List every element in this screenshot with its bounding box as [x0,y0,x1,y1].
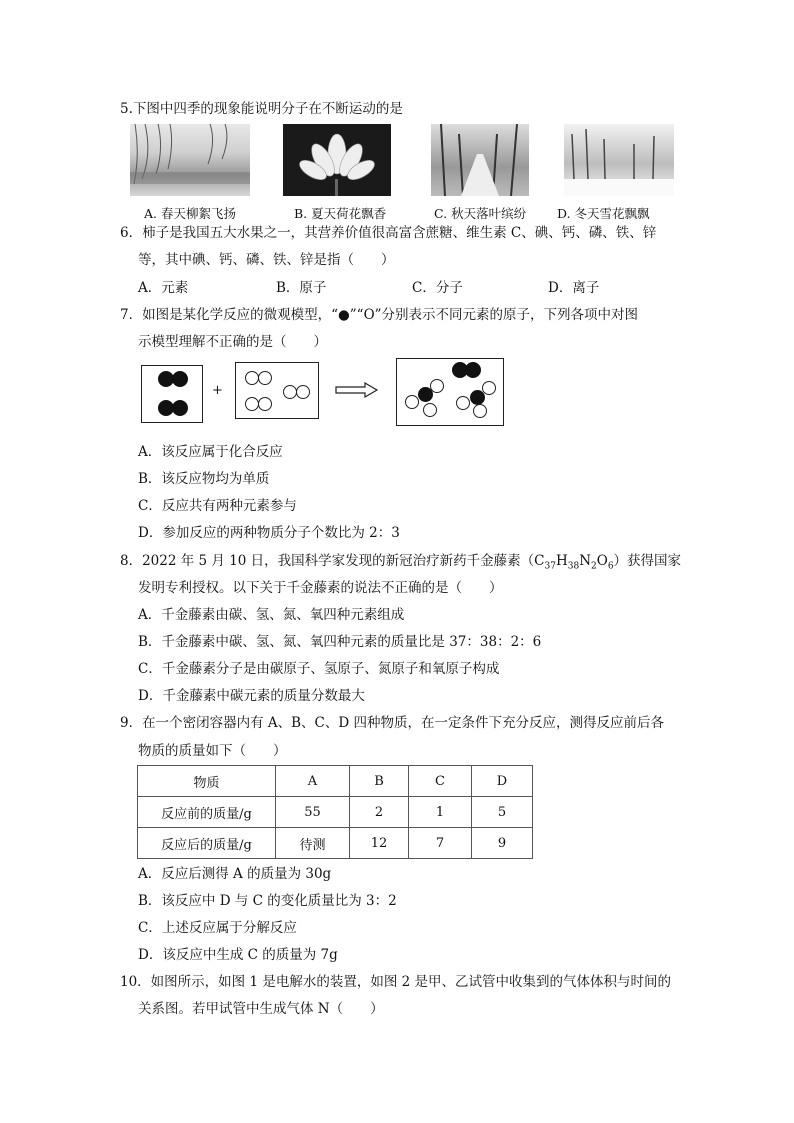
q9-stem-line1: 9．在一个密闭容器内有 A、B、C、D 四种物质，在一定条件下充分反应，测得反应前后各 [120,715,664,731]
q9-option-d: D．该反应中生成 C 的质量为 7g [138,947,338,963]
reactant-black-molecules-box [141,365,203,423]
black-atom [470,390,485,405]
table-cell: 12 [350,828,409,859]
q6-option-c: C．分子 [412,280,463,296]
table-cell: 9 [472,828,533,859]
q8-stem-line2: 发明专利授权。以下关于千金藤素的说法不正确的是（ ） [138,580,503,596]
white-atom [473,404,487,418]
q6-option-b: B．原子 [276,280,327,296]
formula-sub: 2 [591,561,597,572]
formula-element: O [596,553,608,569]
table-cell: 反应后的质量/g [138,828,276,859]
summer-lotus-image [283,124,391,196]
formula-element: H [555,553,568,569]
black-atom [172,400,188,416]
q5-option-c: C. 秋天落叶缤纷 [434,206,527,221]
table-row [138,828,533,859]
q7-stem-line1: 7．如图是某化学反应的微观模型，“●”“O”分别表示不同元素的原子，下列各项中对图 [120,307,639,323]
q5-option-d: D. 冬天雪花飘飘 [557,206,650,221]
formula-element: N [579,553,591,569]
formula-sub: 6 [607,561,614,572]
white-atom [283,385,297,399]
q8-line1-tail: ）获得国家 [613,553,682,569]
q9-option-c: C．上述反应属于分解反应 [138,920,297,936]
white-atom [405,395,419,409]
table-cell: 2 [350,797,409,828]
q10-stem-line1: 10．如图所示，如图 1 是电解水的装置，如图 2 是甲、乙试管中收集到的气体体积与时间的 [120,974,672,990]
plus-sign: + [212,383,223,398]
table-header-row [138,766,533,797]
table-cell: 待测 [276,828,350,859]
table-cell: 55 [276,797,350,828]
reactant-white-molecules-box [235,362,319,419]
table-cell: A [276,766,350,797]
q5-option-b: B. 夏天荷花飘香 [294,206,387,221]
q8-option-b: B．千金藤素中碳、氢、氮、氧四种元素的质量比是 37：38：2：6 [138,634,542,650]
black-atom [172,371,188,387]
white-atom [245,397,259,411]
table-cell: 7 [409,828,472,859]
formula-sub: 38 [567,561,580,572]
white-atom [296,385,310,399]
q8-stem-line1 [120,549,681,572]
q5-option-a: A. 春天柳絮飞扬 [144,206,236,221]
table-row [138,797,533,828]
table-cell: 物质 [138,766,276,797]
q6-option-a: A．元素 [138,280,189,296]
mass-table [137,765,533,859]
black-atom [418,387,433,402]
q8-option-a: A．千金藤素由碳、氢、氮、氧四种元素组成 [138,607,405,623]
table-cell: 反应前的质量/g [138,797,276,828]
q7-option-b: B．该反应物均为单质 [138,471,270,487]
white-atom [456,396,470,410]
white-atom [258,371,272,385]
product-molecules-box [396,358,504,426]
q8-option-c: C．千金藤素分子是由碳原子、氢原子、氮原子和氧原子构成 [138,661,500,677]
spring-willow-image [130,124,250,196]
q10-stem-line2: 关系图。若甲试管中生成气体 N（ ） [138,1001,384,1017]
q6-stem-line2: 等，其中碘、钙、磷、铁、锌是指（ ） [138,252,395,268]
q9-option-a: A．反应后测得 A 的质量为 30g [138,866,332,882]
q9-stem-line2: 物质的质量如下（ ） [138,743,287,759]
q7-stem-line2: 示模型理解不正确的是（ ） [138,334,327,350]
white-atom [258,397,272,411]
q9-option-b: B．该反应中 D 与 C 的变化质量比为 3：2 [138,893,397,909]
white-atom [482,381,496,395]
q8-line1-text: 8．2022 年 5 月 10 日，我国科学家发现的新冠治疗新药千金藤素（C [120,553,545,569]
winter-snow-image [564,124,674,196]
white-atom [423,403,437,417]
q7-option-c: C．反应共有两种元素参与 [138,498,297,514]
q6-stem-line1: 6．柿子是我国五大水果之一，其营养价值很高富含蔗糖、维生素 C、碘、钙、磷、铁、锌 [120,225,657,241]
q7-option-d: D．参加反应的两种物质分子个数比为 2：3 [138,525,400,541]
q5-stem: 5.下图中四季的现象能说明分子在不断运动的是 [120,101,403,117]
q8-option-d: D．千金藤素中碳元素的质量分数最大 [138,688,365,704]
black-atom [465,362,481,378]
table-cell: C [409,766,472,797]
formula-sub: 37 [544,561,556,572]
autumn-leaves-image [431,124,529,196]
white-atom [245,371,259,385]
table-cell: 1 [409,797,472,828]
table-cell: 5 [472,797,533,828]
table-cell: D [472,766,533,797]
reaction-arrow-icon [335,381,379,399]
q7-option-a: A．该反应属于化合反应 [138,444,283,460]
q6-option-d: D．离子 [548,280,600,296]
table-cell: B [350,766,409,797]
